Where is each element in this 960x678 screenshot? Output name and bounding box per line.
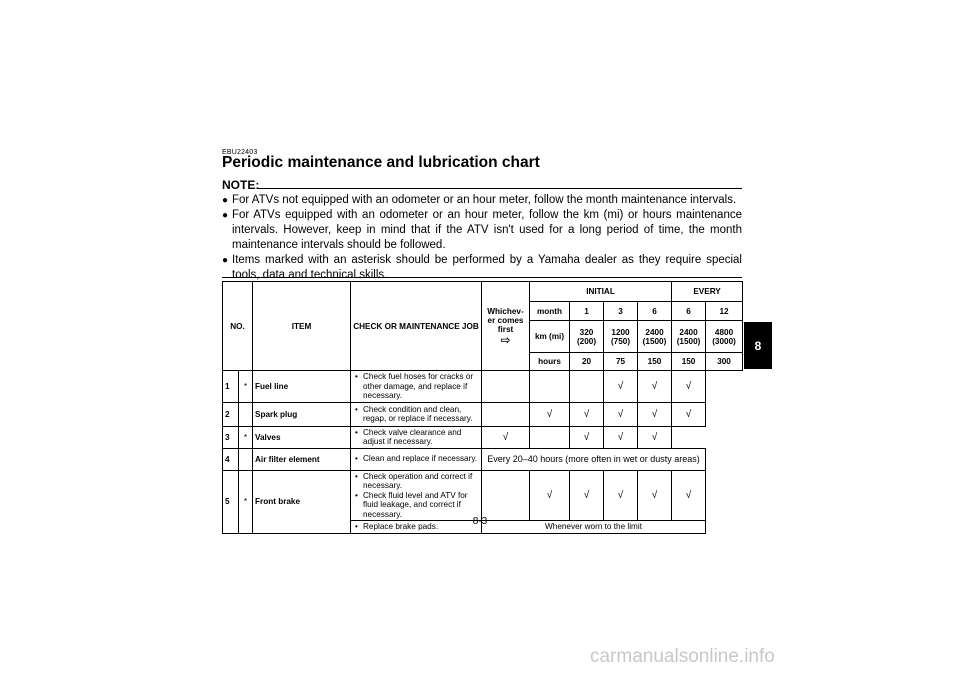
table-row xyxy=(223,426,743,448)
row-item: Air filter element xyxy=(253,448,351,470)
job-text: • Check valve clearance and adjust if necessary. xyxy=(355,428,479,447)
asterisk-mark: * xyxy=(239,426,253,448)
note-item xyxy=(222,253,742,283)
asterisk-mark xyxy=(239,402,253,426)
km-value: 1200 (750) xyxy=(604,321,638,353)
km-value: 320 (200) xyxy=(570,321,604,353)
job-text: • Replace brake pads. xyxy=(355,522,479,532)
note-text: For ATVs not equipped with an odometer or an hour meter, follow the month maintenance intervals. xyxy=(232,194,737,206)
hours-value: 150 xyxy=(672,353,706,371)
chapter-tab: 8 xyxy=(744,322,772,369)
row-spacer xyxy=(482,371,530,403)
check-cell: √ xyxy=(672,402,706,426)
row-spacer xyxy=(482,470,530,521)
note-end-rule xyxy=(222,277,742,278)
interval-note: Whenever worn to the limit xyxy=(482,521,706,534)
month-value: 1 xyxy=(570,302,604,321)
row-item: Spark plug xyxy=(253,402,351,426)
km-value: 2400 (1500) xyxy=(638,321,672,353)
check-cell: √ xyxy=(638,426,672,448)
check-cell: √ xyxy=(672,371,706,403)
row-item: Fuel line xyxy=(253,371,351,403)
row-number: 4 xyxy=(223,448,239,470)
bullet-icon: ● xyxy=(222,195,229,206)
interval-note: Every 20–40 hours (more often in wet or dusty areas) xyxy=(482,448,706,470)
hours-value: 300 xyxy=(706,353,743,371)
header-km: km (mi) xyxy=(530,321,570,353)
table-row xyxy=(223,470,743,521)
check-cell: √ xyxy=(638,402,672,426)
bullet-icon: ● xyxy=(222,255,229,266)
hours-value: 20 xyxy=(570,353,604,371)
header-month: month xyxy=(530,302,570,321)
row-number: 5 xyxy=(223,470,239,533)
row-number: 1 xyxy=(223,371,239,403)
row-job xyxy=(351,402,482,426)
table-row xyxy=(223,371,743,403)
check-cell: √ xyxy=(530,470,570,521)
note-rule xyxy=(257,188,742,189)
job-text: • Check fluid level and ATV for fluid leakage, and correct if necessary. xyxy=(355,491,479,520)
whichever-label: Whichev-er comes first xyxy=(487,306,524,334)
check-cell: √ xyxy=(530,402,570,426)
check-cell: √ xyxy=(570,470,604,521)
check-cell xyxy=(530,371,570,403)
month-value: 3 xyxy=(604,302,638,321)
check-cell: √ xyxy=(570,426,604,448)
km-value: 4800 (3000) xyxy=(706,321,743,353)
check-cell: √ xyxy=(570,402,604,426)
watermark: carmanualsonline.info xyxy=(590,646,775,667)
bullet-icon: ● xyxy=(222,210,229,221)
header-whichever xyxy=(482,282,530,371)
note-list xyxy=(222,193,742,283)
note-item xyxy=(222,208,742,253)
job-text: • Check condition and clean, regap, or replace if necessary. xyxy=(355,405,479,424)
header-initial: INITIAL xyxy=(530,282,672,302)
check-cell: √ xyxy=(604,402,638,426)
month-value: 12 xyxy=(706,302,743,321)
row-item: Front brake xyxy=(253,470,351,533)
row-number: 3 xyxy=(223,426,239,448)
month-value: 6 xyxy=(638,302,672,321)
check-cell xyxy=(530,426,570,448)
check-cell: √ xyxy=(482,426,530,448)
table-row xyxy=(223,402,743,426)
row-job xyxy=(351,426,482,448)
header-every: EVERY xyxy=(672,282,743,302)
page-number: 8-3 xyxy=(472,516,488,527)
arrow-right-icon: ⇨ xyxy=(500,332,511,347)
header-hours: hours xyxy=(530,353,570,371)
check-cell xyxy=(570,371,604,403)
table-row xyxy=(223,448,743,470)
note-text: For ATVs equipped with an odometer or an hour meter, follow the km (mi) or hours maintenance intervals. However, keep in mind that if the ATV isn't used for a long period of time, the month maintenance intervals should be followed. xyxy=(232,209,742,251)
row-spacer xyxy=(482,402,530,426)
asterisk-mark xyxy=(239,448,253,470)
header-item: ITEM xyxy=(253,282,351,371)
hours-value: 75 xyxy=(604,353,638,371)
job-text: • Check fuel hoses for cracks or other damage, and replace if necessary. xyxy=(355,372,479,401)
note-text: Items marked with an asterisk should be performed by a Yamaha dealer as they require special tools, data and technical skills. xyxy=(232,254,742,281)
job-text: • Clean and replace if necessary. xyxy=(355,454,479,464)
asterisk-mark: * xyxy=(239,371,253,403)
job-text: • Check operation and correct if necessary. xyxy=(355,472,479,491)
check-cell: √ xyxy=(604,371,638,403)
note-heading xyxy=(222,178,742,192)
hours-value: 150 xyxy=(638,353,672,371)
note-label: NOTE: xyxy=(222,178,260,192)
row-item: Valves xyxy=(253,426,351,448)
row-job xyxy=(351,371,482,403)
check-cell: √ xyxy=(638,470,672,521)
row-number: 2 xyxy=(223,402,239,426)
check-cell: √ xyxy=(604,470,638,521)
header-job: CHECK OR MAINTENANCE JOB xyxy=(351,282,482,371)
month-value: 6 xyxy=(672,302,706,321)
check-cell: √ xyxy=(672,470,706,521)
check-cell: √ xyxy=(638,371,672,403)
check-cell: √ xyxy=(604,426,638,448)
asterisk-mark: * xyxy=(239,470,253,533)
page-title: Periodic maintenance and lubrication chart xyxy=(222,154,540,171)
document-code: EBU22403 xyxy=(222,149,258,156)
note-item xyxy=(222,193,742,208)
header-no: NO. xyxy=(223,282,253,371)
row-job xyxy=(351,448,482,470)
row-job xyxy=(351,470,482,521)
km-value: 2400 (1500) xyxy=(672,321,706,353)
maintenance-table xyxy=(222,281,743,534)
